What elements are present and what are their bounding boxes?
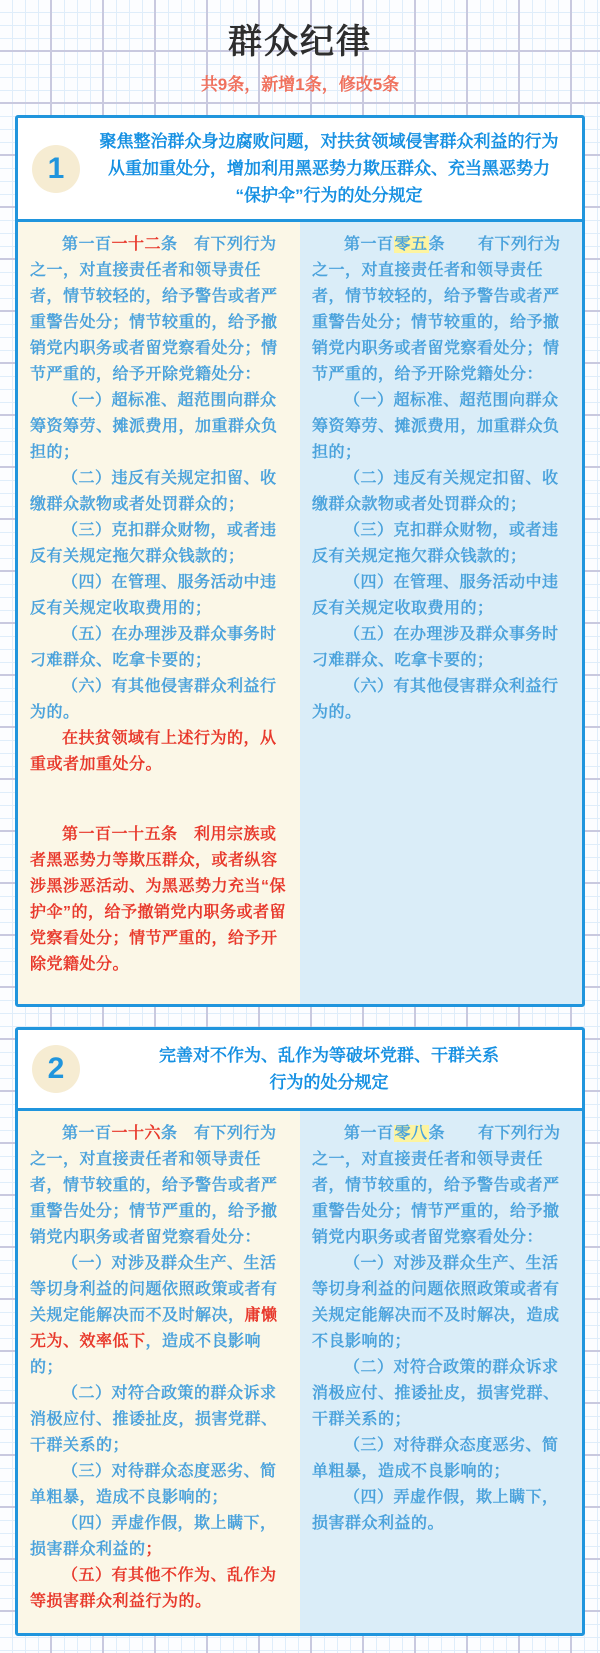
emphasis-text: 在扶贫领域有上述行为的，从重或者加重处分。 bbox=[30, 730, 277, 773]
body-text: （三）对待群众态度恶劣、简单粗暴，造成不良影响的； bbox=[312, 1437, 559, 1480]
body-text: （二）违反有关规定扣留、收缴群众款物或者处罚群众的； bbox=[312, 470, 559, 513]
rule-paragraph bbox=[30, 570, 289, 622]
body-text: 条 有下列行为之一，对直接责任者和领导责任者，情节较轻的，给予警告或者严重警告处分；情节较重的，给予撤销党内职务或者留党察看处分；情节严重的，给予开除党籍处分： bbox=[30, 236, 278, 383]
rule-paragraph bbox=[30, 822, 289, 978]
rule-paragraph bbox=[30, 1563, 289, 1615]
rule-paragraph bbox=[312, 232, 571, 388]
rule-paragraph bbox=[30, 466, 289, 518]
rule-paragraph bbox=[312, 1251, 571, 1355]
rule-paragraph bbox=[30, 388, 289, 466]
heading-line: “保护伞”行为的处分规定 bbox=[235, 186, 423, 205]
body-text: （四）弄虚作假，欺上瞒下，损害群众利益的。 bbox=[312, 1489, 559, 1532]
rule-paragraph bbox=[30, 1381, 289, 1459]
emphasis-text: ； bbox=[145, 1541, 163, 1558]
card-2-number: 2 bbox=[47, 1052, 65, 1085]
rule-paragraph bbox=[312, 388, 571, 466]
heading-line: 从重加重处分，增加利用黑恶势力欺压群众、充当黑恶势力 bbox=[108, 159, 550, 178]
rule-paragraph bbox=[312, 518, 571, 570]
highlighted-text: 零五 bbox=[394, 236, 428, 253]
body-text: （二）对符合政策的群众诉求消极应付、推诿扯皮，损害党群、干群关系的； bbox=[30, 1385, 278, 1454]
rule-paragraph bbox=[312, 1433, 571, 1485]
rule-paragraph bbox=[312, 466, 571, 518]
body-text: ，造成不良影响的； bbox=[30, 1333, 262, 1376]
body-text: 第一百 bbox=[344, 1125, 394, 1142]
emphasis-text: 一十六 bbox=[111, 1125, 162, 1142]
card-1-header bbox=[18, 118, 582, 219]
rule-paragraph bbox=[30, 1459, 289, 1511]
rule-paragraph bbox=[312, 1485, 571, 1537]
rule-paragraph bbox=[312, 1355, 571, 1433]
card-1-heading bbox=[90, 128, 568, 209]
heading-line: 聚焦整治群众身边腐败问题，对扶贫领域侵害群众利益的行为 bbox=[99, 132, 559, 151]
rule-paragraph bbox=[30, 622, 289, 674]
rule-paragraph bbox=[30, 1121, 289, 1251]
body-text: （三）克扣群众财物，或者违反有关规定拖欠群众钱款的； bbox=[30, 522, 277, 565]
card-2-number-badge bbox=[32, 1045, 80, 1093]
heading-line: 行为的处分规定 bbox=[269, 1073, 389, 1092]
body-text: （四）在管理、服务活动中违反有关规定收取费用的； bbox=[312, 574, 559, 617]
body-text: （一）对涉及群众生产、生活等切身利益的问题依照政策或者有关规定能解决而不及时解决， bbox=[30, 1255, 278, 1324]
body-text: （六）有其他侵害群众利益行为的。 bbox=[312, 678, 559, 721]
card-2-columns bbox=[18, 1108, 582, 1633]
body-text: 条 有下列行为之一，对直接责任者和领导责任者，情节较重的，给予警告或者严重警告处分；情节严重的，给予撤销党内职务或者留党察看处分： bbox=[312, 1125, 561, 1246]
body-text: （三）克扣群众财物，或者违反有关规定拖欠群众钱款的； bbox=[312, 522, 559, 565]
emphasis-text: 一十二 bbox=[111, 236, 162, 253]
body-text: （二）违反有关规定扣留、收缴群众款物或者处罚群众的； bbox=[30, 470, 277, 513]
rule-paragraph bbox=[312, 1121, 571, 1251]
rule-paragraph bbox=[30, 726, 289, 778]
rule-paragraph bbox=[312, 622, 571, 674]
rule-paragraph bbox=[30, 1511, 289, 1563]
body-text: （一）对涉及群众生产、生活等切身利益的问题依照政策或者有关规定能解决而不及时解决，造成不良影响的； bbox=[312, 1255, 560, 1350]
rule-paragraph bbox=[30, 232, 289, 388]
rule-paragraph bbox=[30, 674, 289, 726]
card-2-old-rule-column bbox=[300, 1111, 582, 1633]
body-text: 第一百 bbox=[62, 236, 112, 253]
page-title: 群众纪律 bbox=[228, 23, 372, 61]
emphasis-text: （五）有其他不作为、乱作为等损害群众利益行为的。 bbox=[30, 1567, 277, 1610]
body-text: （五）在办理涉及群众事务时刁难群众、吃拿卡要的； bbox=[312, 626, 559, 669]
emphasis-text: 庸懒无为、效率低下 bbox=[30, 1307, 278, 1350]
card-1-number: 1 bbox=[47, 151, 65, 185]
infographic-page bbox=[0, 14, 600, 1636]
section-card-1 bbox=[15, 115, 585, 1007]
highlighted-text: 零八 bbox=[394, 1125, 428, 1142]
body-text: （五）在办理涉及群众事务时刁难群众、吃拿卡要的； bbox=[30, 626, 277, 669]
card-1-columns bbox=[18, 219, 582, 1004]
emphasis-text: 第一百一十五条 利用宗族或者黑恶势力等欺压群众，或者纵容涉黑涉恶活动、为黑恶势力充当“保护伞”的，给予撤销党内职务或者留党察看处分；情节严重的，给予开除党籍处分。 bbox=[30, 826, 287, 973]
card-1-new-rule-column bbox=[18, 222, 300, 1004]
card-2-header bbox=[18, 1030, 582, 1108]
rule-paragraph bbox=[30, 1251, 289, 1381]
body-text: （二）对符合政策的群众诉求消极应付、推诿扯皮，损害党群、干群关系的； bbox=[312, 1359, 560, 1428]
body-text: （一）超标准、超范围向群众筹资筹劳、摊派费用，加重群众负担的； bbox=[30, 392, 278, 461]
card-2-heading bbox=[90, 1042, 568, 1096]
card-1-old-rule-column bbox=[300, 222, 582, 1004]
body-text: 条 有下列行为之一，对直接责任者和领导责任者，情节较轻的，给予警告或者严重警告处分；情节较重的，给予撤销党内职务或者留党察看处分；情节严重的，给予开除党籍处分： bbox=[312, 236, 561, 383]
body-text: 第一百 bbox=[344, 236, 394, 253]
rule-paragraph bbox=[312, 674, 571, 726]
card-1-number-badge bbox=[32, 145, 80, 193]
rule-paragraph bbox=[312, 570, 571, 622]
page-subtitle: 共9条，新增1条，修改5条 bbox=[200, 75, 400, 94]
section-card-2 bbox=[15, 1027, 585, 1636]
rule-paragraph bbox=[30, 518, 289, 570]
body-text: （一）超标准、超范围向群众筹资筹劳、摊派费用，加重群众负担的； bbox=[312, 392, 560, 461]
body-text: （四）在管理、服务活动中违反有关规定收取费用的； bbox=[30, 574, 277, 617]
body-text: 条 有下列行为之一，对直接责任者和领导责任者，情节较重的，给予警告或者严重警告处分；情节严重的，给予撤销党内职务或者留党察看处分： bbox=[30, 1125, 278, 1246]
card-2-new-rule-column bbox=[18, 1111, 300, 1633]
body-text: （四）弄虚作假，欺上瞒下，损害群众利益的 bbox=[30, 1515, 277, 1558]
body-text: （六）有其他侵害群众利益行为的。 bbox=[30, 678, 277, 721]
heading-line: 完善对不作为、乱作为等破坏党群、干群关系 bbox=[159, 1046, 499, 1065]
body-text: （三）对待群众态度恶劣、简单粗暴，造成不良影响的； bbox=[30, 1463, 277, 1506]
body-text: 第一百 bbox=[62, 1125, 112, 1142]
